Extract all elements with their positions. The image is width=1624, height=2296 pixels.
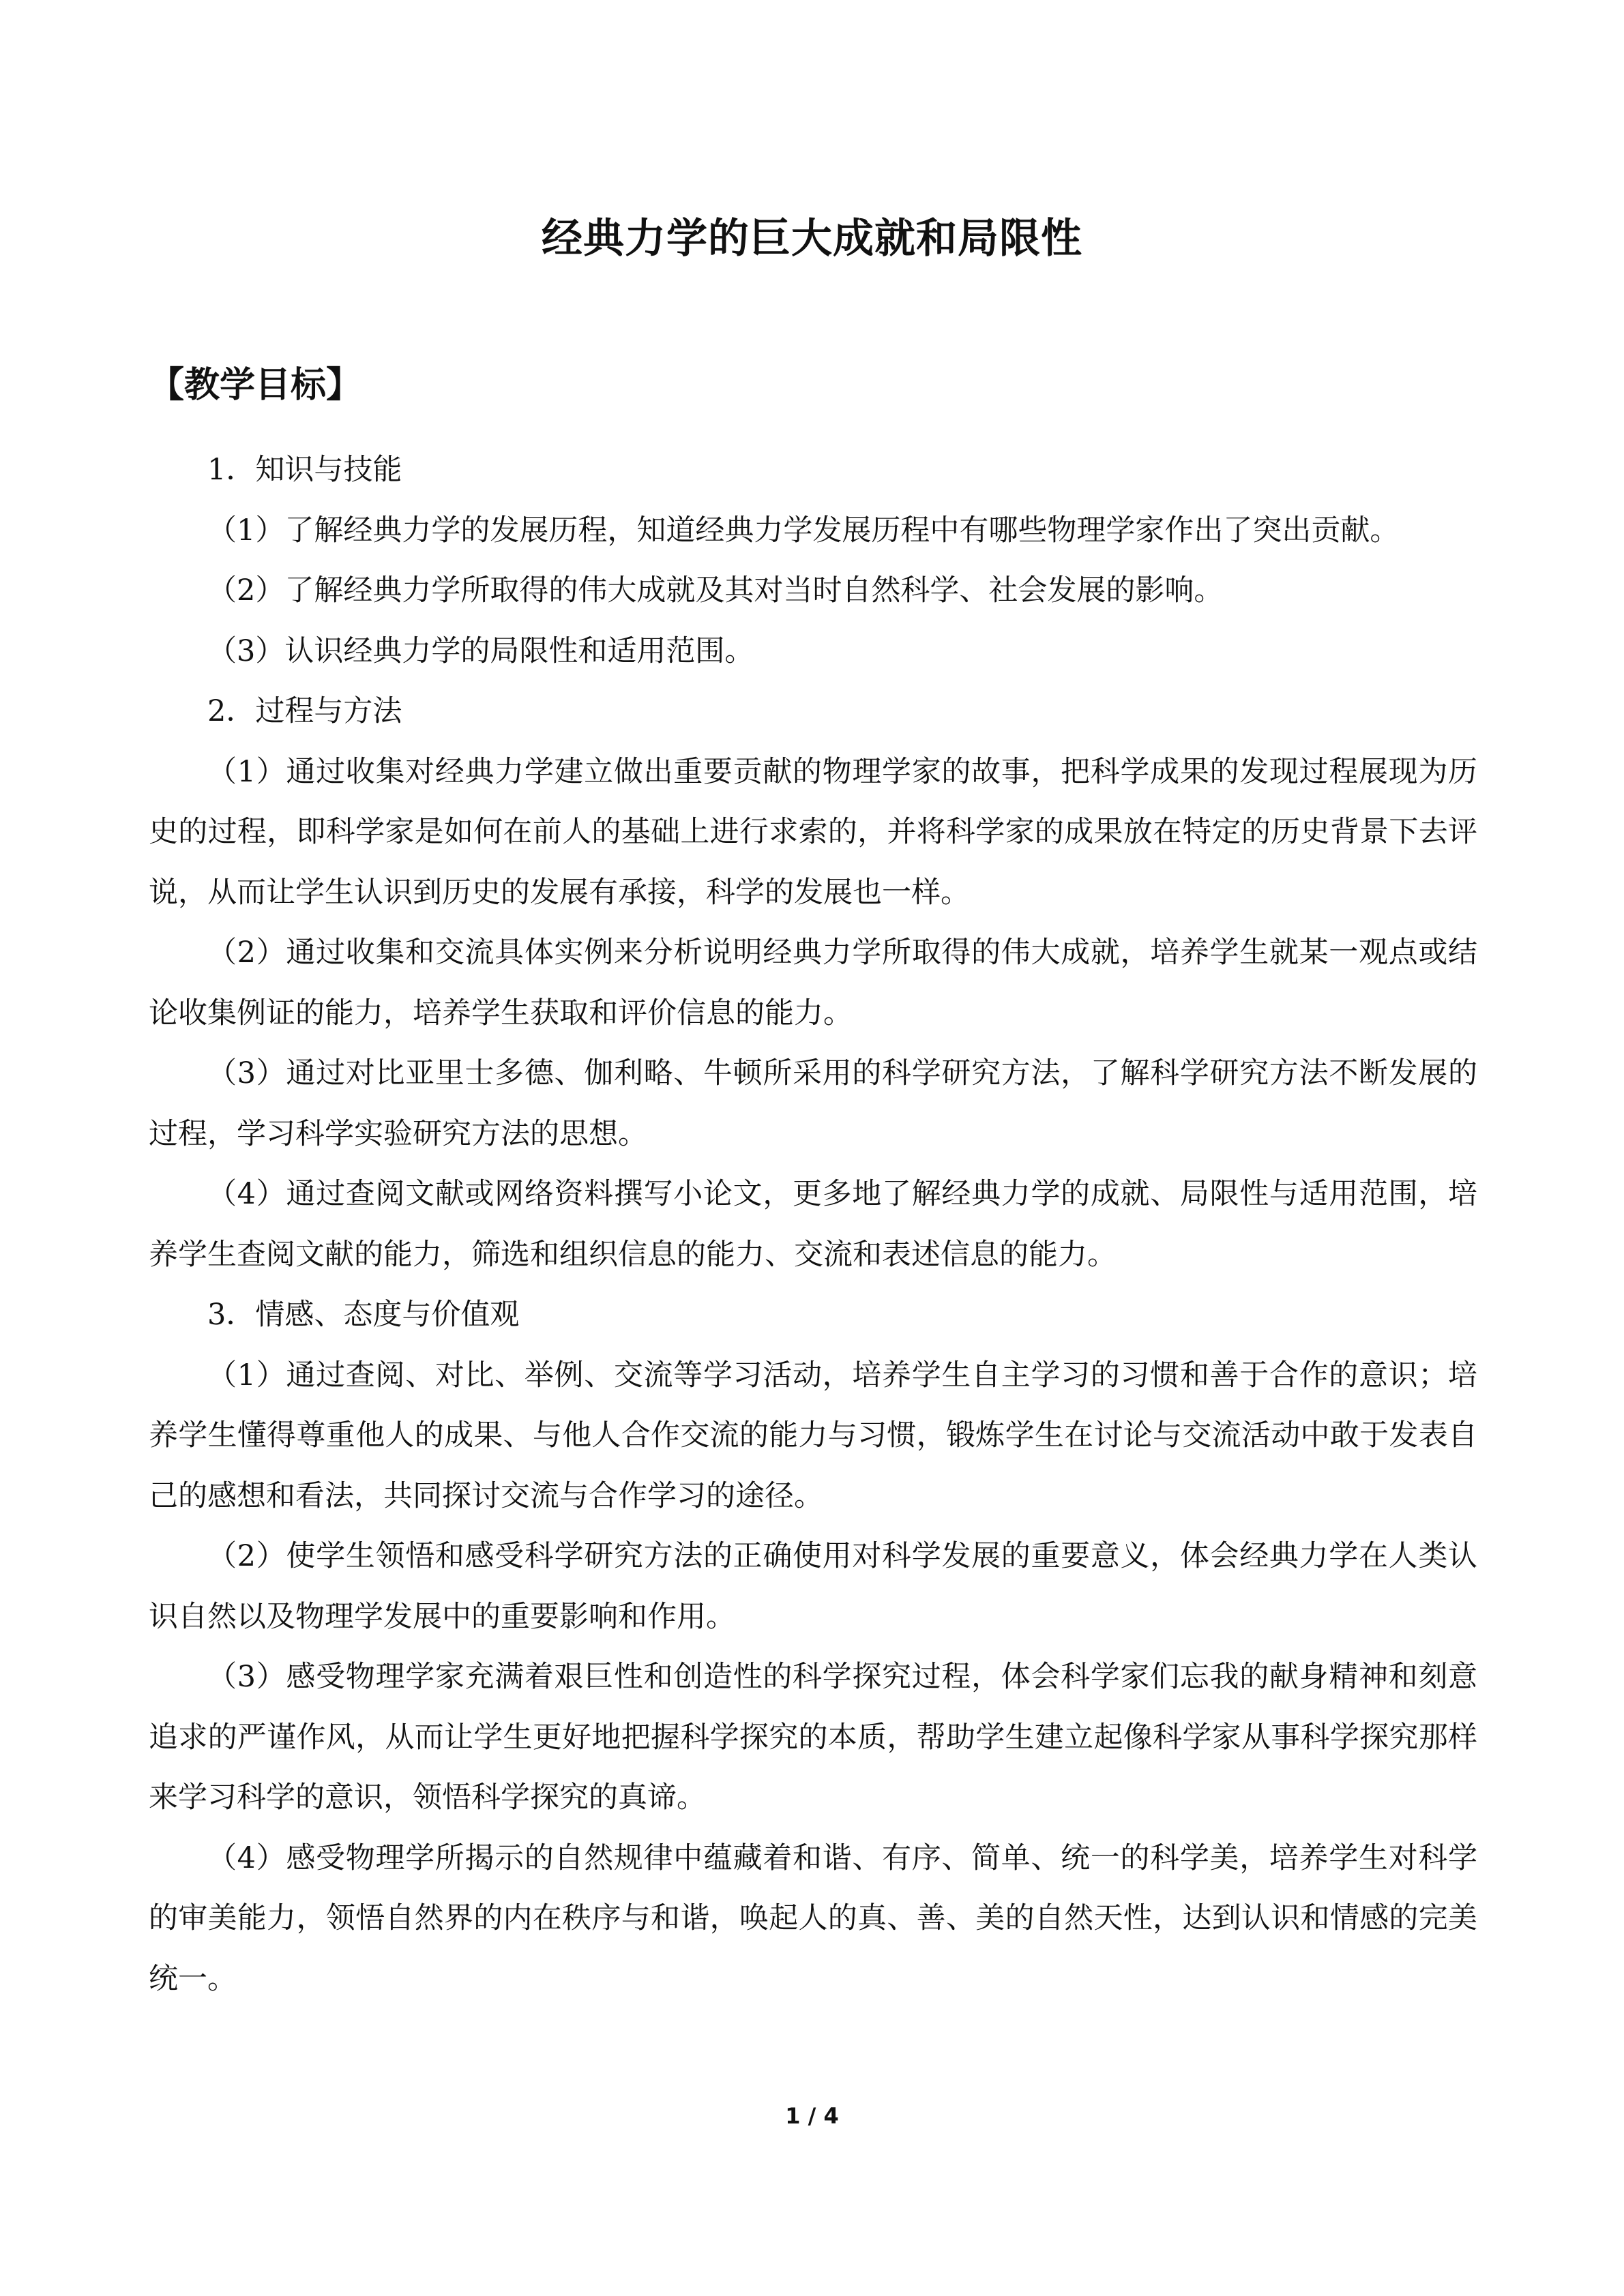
- subsection-heading: 3．情感、态度与价值观: [207, 1298, 520, 1332]
- paragraph: （2）了解经典力学所取得的伟大成就及其对当时自然科学、社会发展的影响。: [207, 573, 1224, 608]
- paragraph: （3）通过对比亚里士多德、伽利略、牛顿所采用的科学研究方法，了解科学研究方法不断发展的过程，学习科学实验研究方法的思想。: [149, 1056, 1477, 1151]
- paragraph: （2）使学生领悟和感受科学研究方法的正确使用对科学发展的重要意义，体会经典力学在人类认识自然以及物理学发展中的重要影响和作用。: [149, 1539, 1477, 1634]
- paragraph: （3）感受物理学家充满着艰巨性和创造性的科学探究过程，体会科学家们忘我的献身精神和刻意追求的严谨作风，从而让学生更好地把握科学探究的本质，帮助学生建立起像科学家从事科学探究那样来学习科学的意识，领悟科学探究的真谛。: [149, 1660, 1477, 1815]
- section-heading: 【教学目标】: [149, 365, 362, 406]
- document-title: 经典力学的巨大成就和局限性: [542, 215, 1082, 263]
- subsection-heading: 1．知识与技能: [207, 453, 402, 487]
- subsection-heading: 2．过程与方法: [207, 694, 402, 728]
- page-number: 1 / 4: [785, 2103, 839, 2129]
- paragraph: （2）通过收集和交流具体实例来分析说明经典力学所取得的伟大成就，培养学生就某一观点或结论收集例证的能力，培养学生获取和评价信息的能力。: [149, 936, 1477, 1030]
- paragraph: （3）认识经典力学的局限性和适用范围。: [207, 633, 754, 668]
- paragraph: （1）了解经典力学的发展历程，知道经典力学发展历程中有哪些物理学家作出了突出贡献。: [207, 513, 1400, 548]
- paragraph: （4）感受物理学所揭示的自然规律中蕴藏着和谐、有序、简单、统一的科学美，培养学生对科学的审美能力，领悟自然界的内在秩序与和谐，唤起人的真、善、美的自然天性，达到认识和情感的完美统一。: [149, 1840, 1477, 1996]
- document-body: [149, 440, 1477, 2009]
- paragraph: （1）通过查阅、对比、举例、交流等学习活动，培养学生自主学习的习惯和善于合作的意识；培养学生懂得尊重他人的成果、与他人合作交流的能力与习惯，锻炼学生在讨论与交流活动中敢于发表自己的感想和看法，共同探讨交流与合作学习的途径。: [149, 1358, 1477, 1513]
- paragraph: （4）通过查阅文献或网络资料撰写小论文，更多地了解经典力学的成就、局限性与适用范围，培养学生查阅文献的能力，筛选和组织信息的能力、交流和表述信息的能力。: [149, 1177, 1477, 1272]
- paragraph: （1）通过收集对经典力学建立做出重要贡献的物理学家的故事，把科学成果的发现过程展现为历史的过程，即科学家是如何在前人的基础上进行求索的，并将科学家的成果放在特定的历史背景下去评说，从而让学生认识到历史的发展有承接，科学的发展也一样。: [149, 754, 1477, 910]
